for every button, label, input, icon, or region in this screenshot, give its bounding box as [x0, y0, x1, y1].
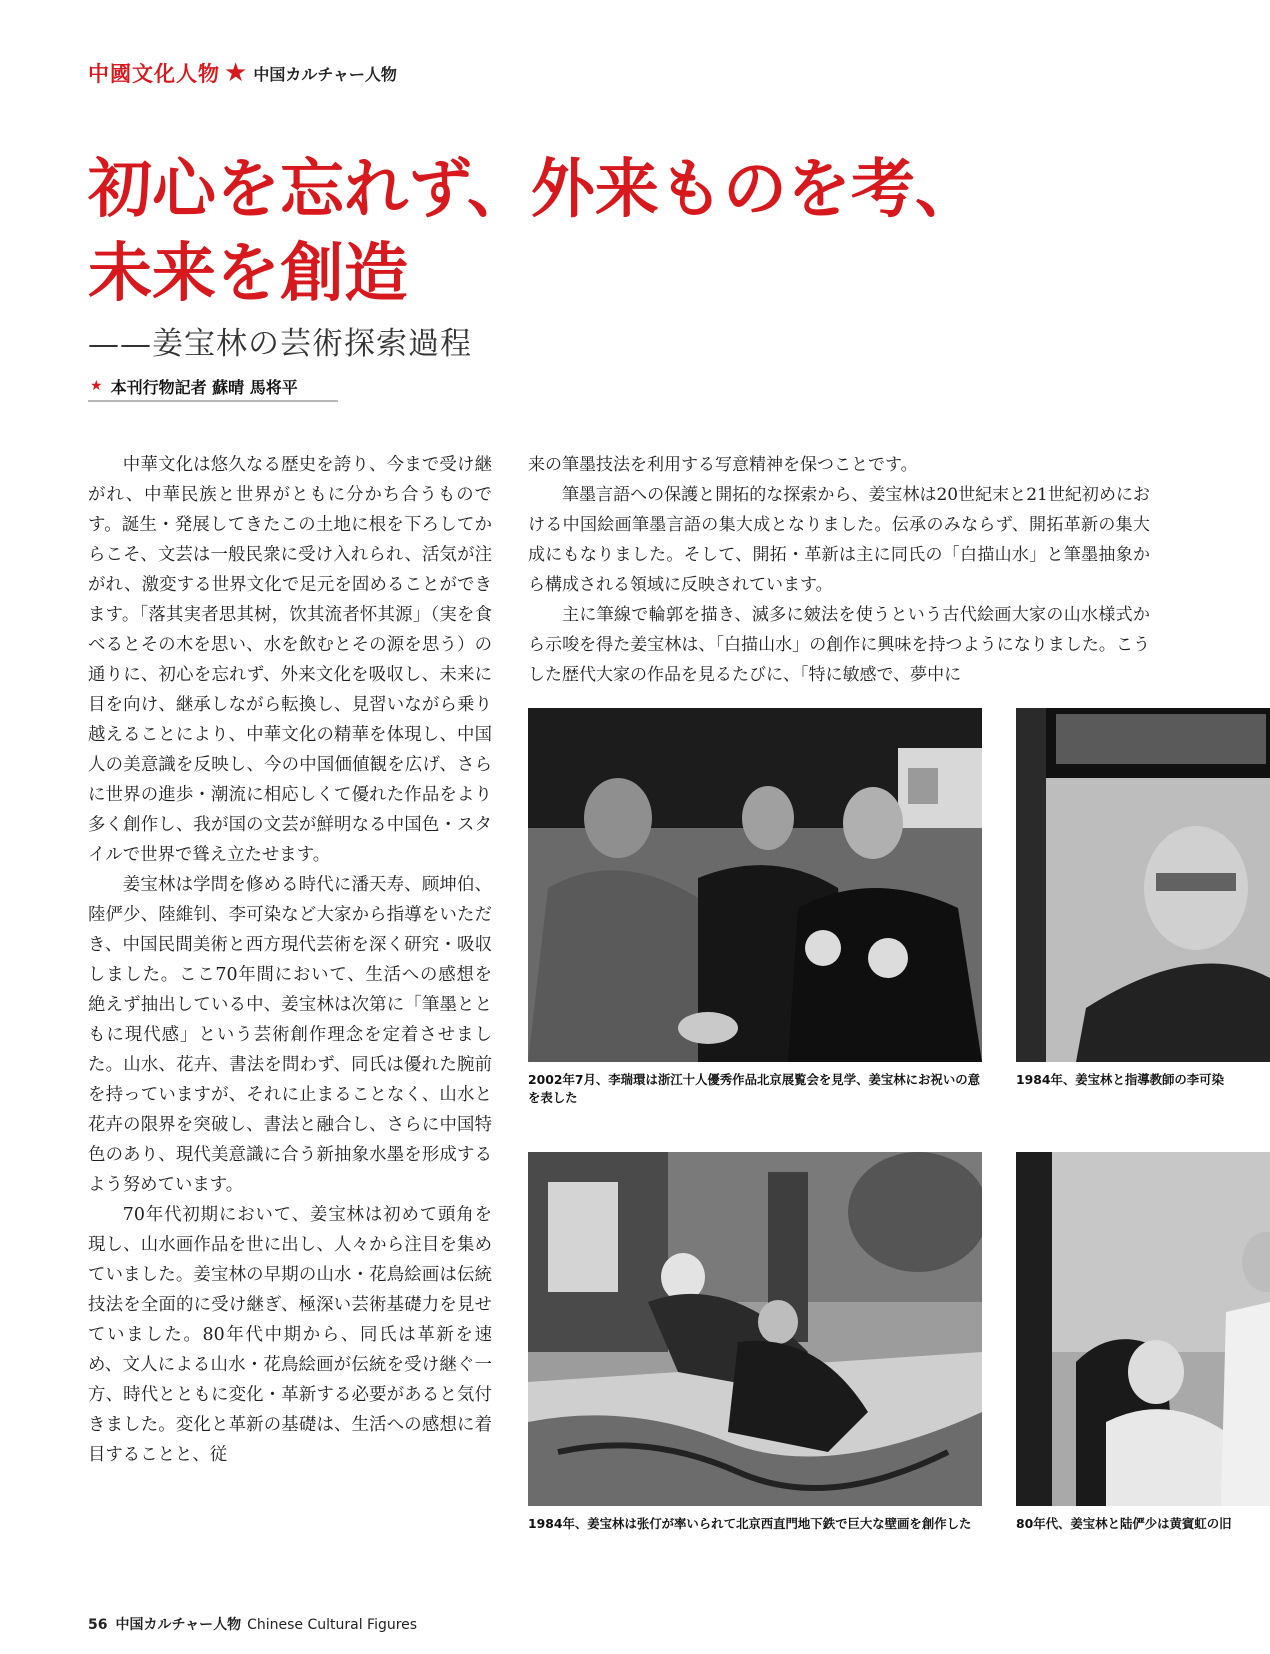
star-icon: ★ [224, 58, 248, 88]
photo-with-teacher [1016, 708, 1270, 1062]
footer-publication-name-en: Chinese Cultural Figures [247, 1617, 418, 1633]
page-number: 56 [88, 1617, 108, 1633]
article-title-line-2: 未来を創造 [88, 237, 408, 311]
article-subtitle: ——姜宝林の芸術探索過程 [88, 326, 472, 362]
body-paragraph: 中華文化は悠久なる歴史を誇り、今まで受け継がれ、中華民族と世界がともに分かち合うものです。誕生・発展してきたこの土地に根を下ろしてからこそ、文芸は一般民衆に受け入れられ、活気が注がれ、激変する世界文化で足元を固めることができます。「落其実者思其树，饮其流者怀其源」（実を食べるとその木を思い、水を飲むとその源を思う）の通りに、初心を忘れず、外来文化を吸収し、未来に目を向け、継承しながら転換し、見習いながら乗り越えることにより、中華文化の精華を体現し、中国人の美意識を反映し、今の中国価値観を広げ、さらに世界の進歩・潮流に相応しくて優れた作品をより多く創作し、我が国の文芸が鮮明なる中国色・スタイルで世界で聳え立たせます。 [88, 455, 492, 865]
photo-painting-mural [528, 1152, 982, 1506]
body-paragraph: 来の筆墨技法を利用する写意精神を保つことです。 [528, 455, 918, 475]
article-title [88, 148, 1188, 316]
body-column-right [528, 450, 1150, 690]
body-paragraph: 姜宝林は学問を修める時代に潘天寿、顾坤伯、陸俨少、陸維钊、李可染など大家から指導をいただき、中国民間美術と西方現代芸術を深く研究・吸収しました。ここ70年間において、生活への感想を絶えず抽出している中、姜宝林は次第に「筆墨とともに現代感」という芸術創作理念を定着させました。山水、花卉、書法を問わず、同氏は優れた腕前を持っていますが、それに止まることなく、山水と花卉の限界を突破し、書法と融合し、さらに中国特色のあり、現代美意識に合う新抽象水墨を形成するよう努めています。 [88, 875, 492, 1195]
photo-caption: 1984年、姜宝林は张仃が率いられて北京西直門地下鉄で巨大な壁画を創作した [528, 1516, 972, 1531]
body-column-left [88, 450, 492, 1470]
photo-with-lu-yanshao [1016, 1152, 1270, 1506]
star-icon: ★ [90, 378, 103, 394]
section-name: 中国カルチャー人物 [253, 64, 397, 84]
body-paragraph: 主に筆線で輪郭を描き、滅多に皴法を使うという古代絵画大家の山水様式から示唆を得た姜宝林は、「白描山水」の創作に興味を持つようになりました。こうした歴代大家の作品を見るたびに、「特に敏感で、夢中に [528, 605, 1150, 685]
photo-caption: 1984年、姜宝林と指導教師の李可染 [1016, 1072, 1224, 1087]
byline [88, 372, 338, 402]
byline-text: 本刊行物記者 蘇晴 馬将平 [110, 377, 298, 397]
footer-publication-name: 中国カルチャー人物 [115, 1617, 242, 1633]
section-header [88, 58, 397, 88]
page-footer [88, 1614, 417, 1634]
photo-exhibition-handshake [528, 708, 982, 1062]
article-title-line-1: 初心を忘れず、外来ものを考、 [88, 153, 979, 227]
photo-caption: 80年代、姜宝林と陆俨少は黄賓虹の旧 [1016, 1516, 1232, 1531]
body-paragraph: 70年代初期において、姜宝林は初めて頭角を現し、山水画作品を世に出し、人々から注目を集めていました。姜宝林の早期の山水・花鳥絵画は伝統技法を全面的に受け継ぎ、極深い芸術基礎力を見せていました。80年代中期から、同氏は革新を速め、文人による山水・花鳥絵画が伝統を受け継ぐ一方、時代とともに変化・革新する必要があると気付きました。変化と革新の基礎は、生活への感想に着目することと、従 [88, 1205, 492, 1465]
body-paragraph: 筆墨言語への保護と開拓的な探索から、姜宝林は20世紀末と21世紀初めにおける中国絵画筆墨言語の集大成となりました。伝承のみならず、開拓革新の集大成にもなりました。そして、開拓・革新は主に同氏の「白描山水」と筆墨抽象から構成される領域に反映されています。 [528, 485, 1150, 595]
brand-logo-text: 中國文化人物 [88, 61, 220, 86]
photo-caption: 2002年7月、李瑞環は浙江十人優秀作品北京展覧会を見学、姜宝林にお祝いの意を表した [528, 1072, 980, 1105]
